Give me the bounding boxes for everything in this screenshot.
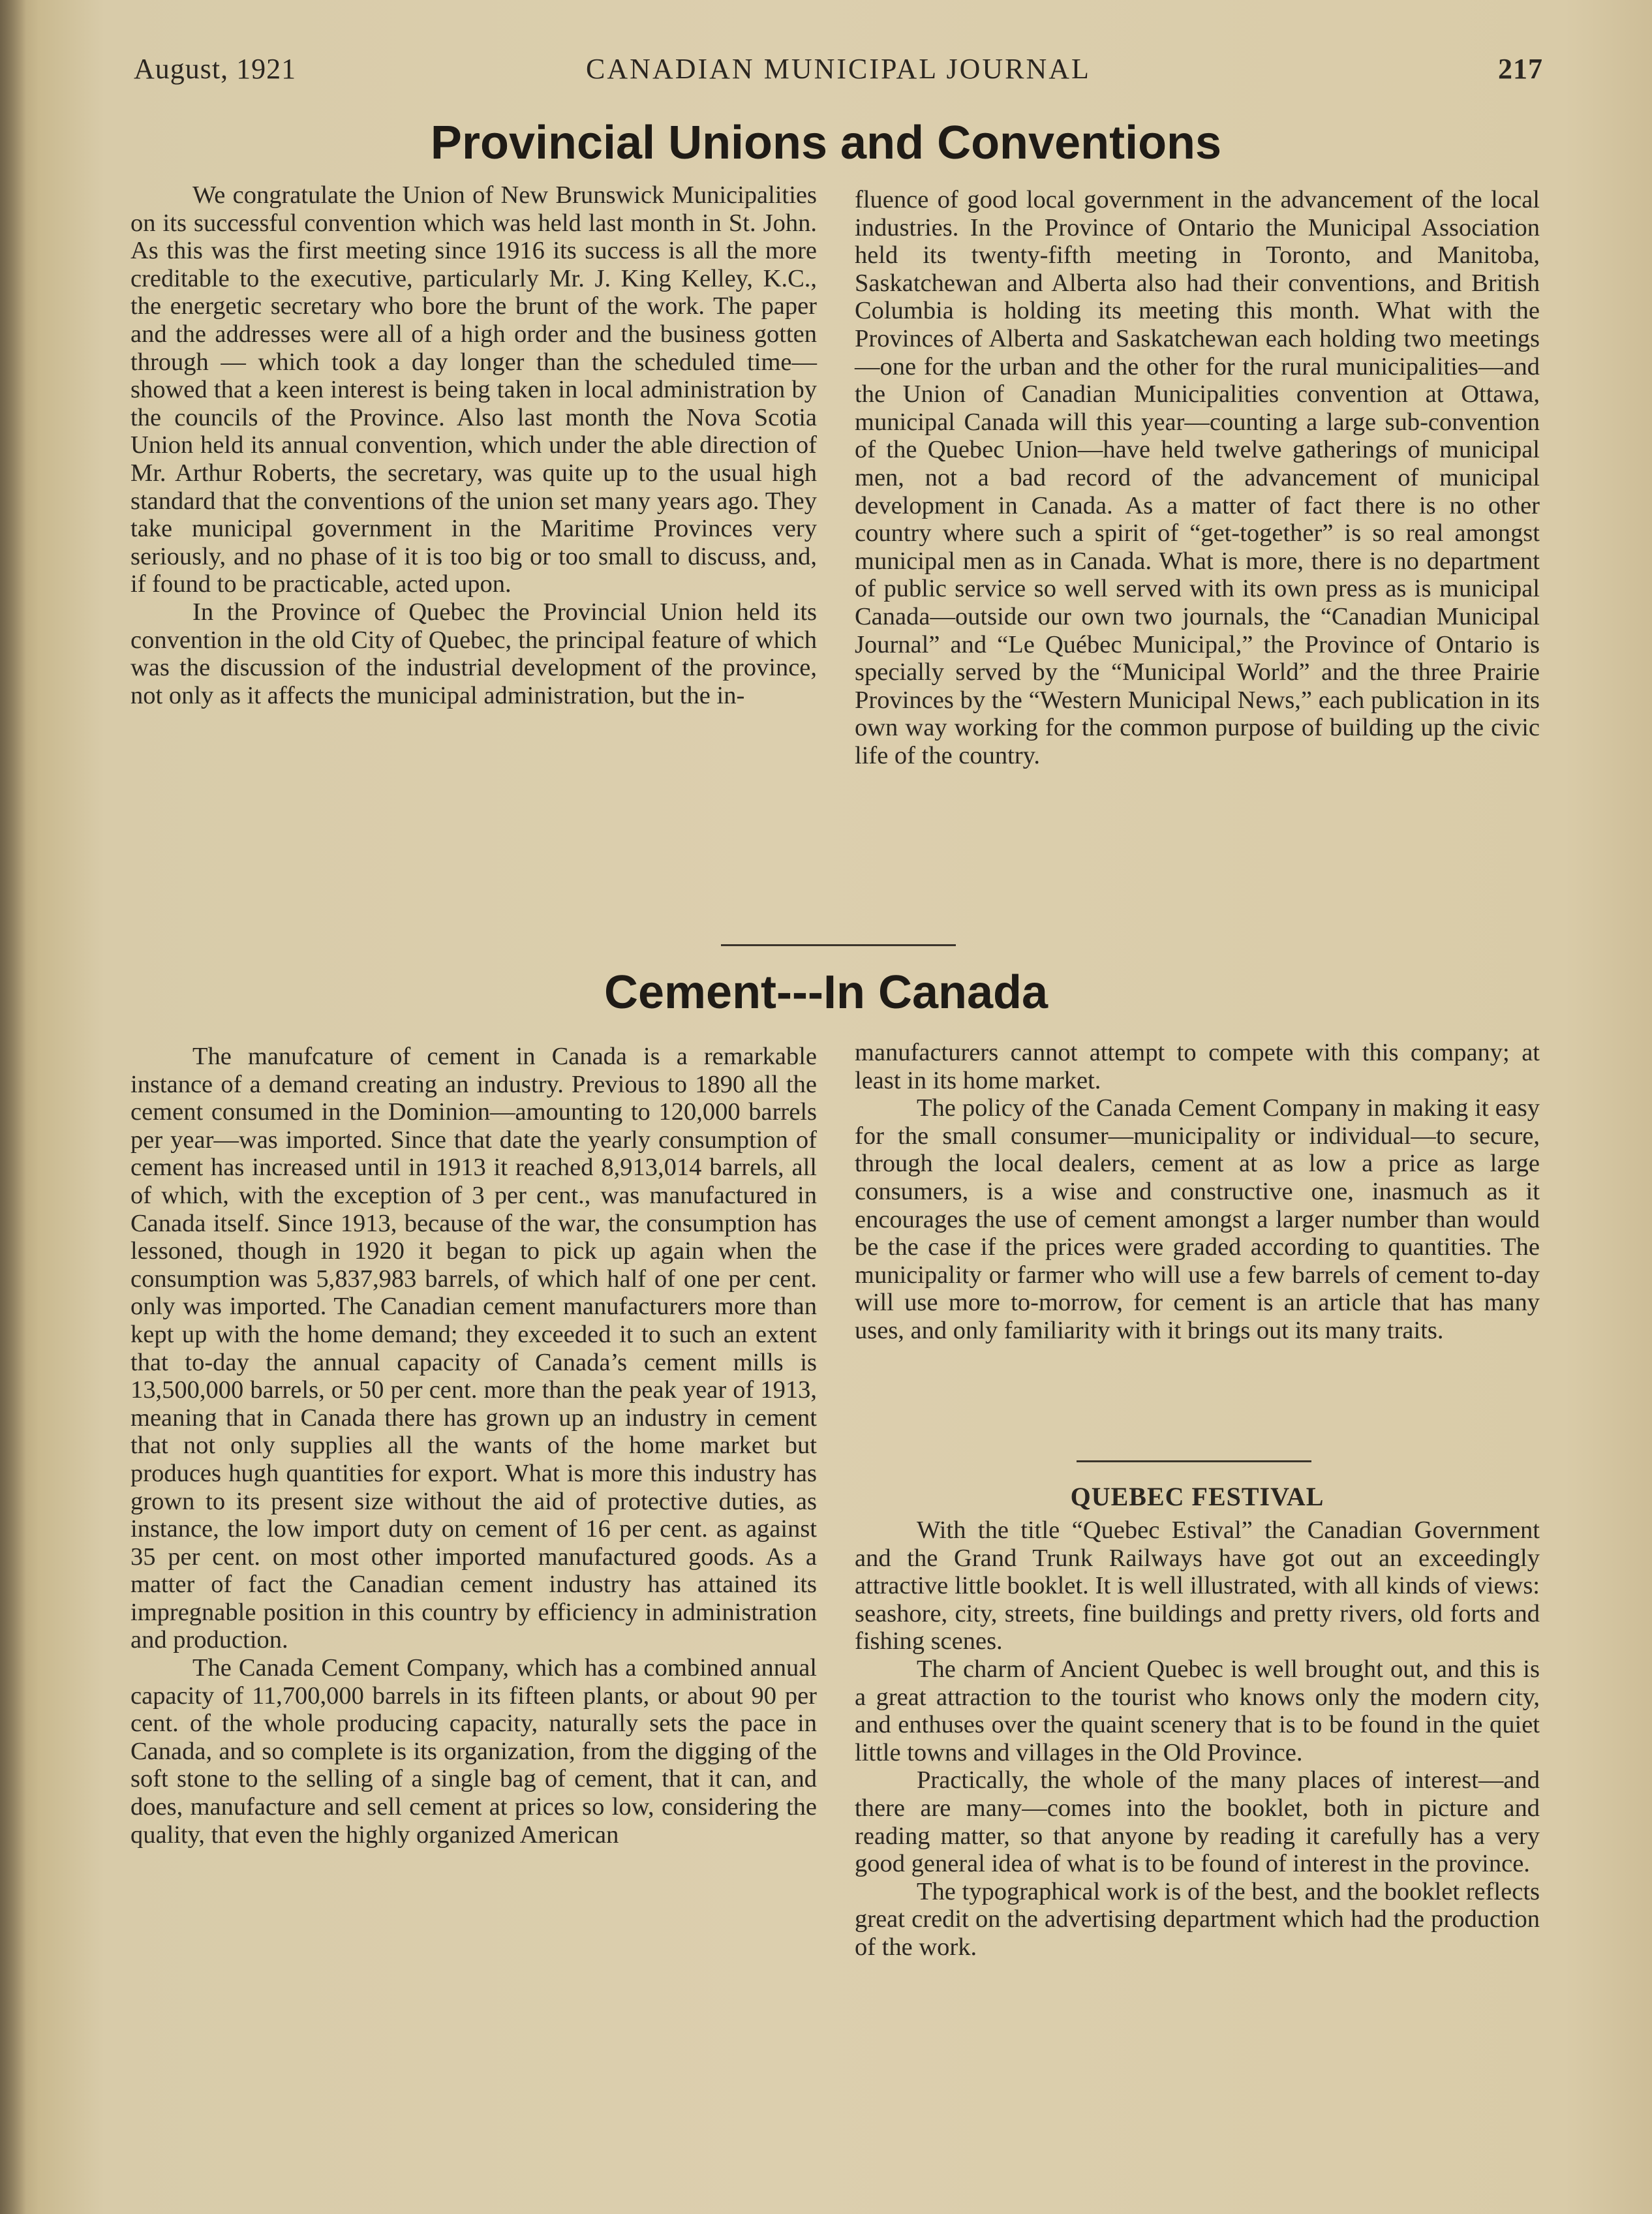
article1-paragraph: In the Province of Quebec the Provincial Union held its convention in the old City of Quebec, the principal feature of which was the discussion of the industrial development of the province, not only as it affects the municipal administration, but the in- bbox=[130, 598, 817, 709]
running-head bbox=[134, 52, 1543, 91]
article2-paragraph: The manufcature of cement in Canada is a remarkable instance of a demand creating an industry. Previous to 1890 all the cement consumed in the Dominion—amounting to 120,000 barrels per year—was imported. Since that date the yearly consumption of cement has increased until in 1913 it reached 8,913,014 barrels, all of which, with the exception of 3 per cent., was manufactured in Canada itself. Since 1913, because of the war, the consumption has lessoned, though in 1920 it began to pick up again when the consumption was 5,837,983 barrels, of which half of one per cent. only was imported. The Canadian cement manufacturers more than kept up with the home demand; they exceeded it to such an extent that to-day the annual capacity of Canada’s cement mills is 13,500,000 barrels, or 50 per cent. more than the peak year of 1913, meaning that in Canada there has grown up an industry in cement that not only supplies all the wants of the home market but produces hugh quantities for export. What is more this industry has grown to its present size without the aid of protective duties, as instance, the low import duty on cement of 16 per cent. as against 35 per cent. on most other imported manufactured goods. As a matter of fact the Canadian cement industry has attained its impregnable position in this country by efficiency in administration and production. bbox=[130, 1043, 817, 1654]
journal-title: CANADIAN MUNICIPAL JOURNAL bbox=[586, 53, 1091, 85]
article1-paragraph: We congratulate the Union of New Brunswick Municipalities on its successful convention which was held last month in St. John. As this was the first meeting since 1916 its success is all the more creditable to the executive, particularly Mr. J. King Kelley, K.C., the energetic secretary who bore the brunt of the work. The paper and the addresses were all of a high order and the business gotten through — which took a day longer than the scheduled time—showed that a keen interest is being taken in local administration by the councils of the Province. Also last month the Nova Scotia Union held its annual convention, which under the able direction of Mr. Arthur Roberts, the secretary, was quite up to the usual high standard that the conventions of the union set many years ago. They take municipal government in the Maritime Provinces very seriously, and no phase of it is too big or too small to discuss, and, if found to be practicable, acted upon. bbox=[130, 181, 817, 598]
article2-left-column bbox=[130, 1043, 817, 1849]
article3-paragraph: With the title “Quebec Estival” the Canadian Government and the Grand Trunk Railways have got out an exceedingly attractive little booklet. It is well illustrated, with all kinds of views: seashore, city, streets, fine buildings and pretty rivers, old forts and fishing scenes. bbox=[855, 1516, 1540, 1655]
article1-right-column bbox=[855, 186, 1540, 769]
article-title-quebec-festival: QUEBEC FESTIVAL bbox=[1070, 1482, 1324, 1511]
article-title-provincial-unions: Provincial Unions and Conventions bbox=[430, 117, 1222, 169]
article3-column bbox=[855, 1516, 1540, 1961]
article2-paragraph: The Canada Cement Company, which has a combined annual capacity of 11,700,000 barrels in its fifteen plants, or about 90 per cent. of the whole producing capacity, naturally sets the pace in Canada, and so complete is its organization, from the digging of the soft stone to the selling of a single bag of cement, that it can, and does, manufacture and sell cement at prices so low, considering the quality, that even the highly organized American bbox=[130, 1654, 817, 1849]
page-spine-shadow bbox=[0, 0, 26, 2214]
article-title-cement: Cement---In Canada bbox=[604, 966, 1048, 1019]
article1-left-column bbox=[130, 181, 817, 709]
issue-date: August, 1921 bbox=[134, 53, 297, 85]
article3-paragraph: The typographical work is of the best, and the booklet reflects great credit on the advertising department which had the production of the work. bbox=[855, 1877, 1540, 1961]
section-divider bbox=[1077, 1460, 1311, 1462]
article2-right-column bbox=[855, 1039, 1540, 1345]
article3-paragraph: Practically, the whole of the many places of interest—and there are many—comes into the booklet, both in picture and reading matter, so that anyone by reading it carefully has a very good general idea of what is to be found of interest in the province. bbox=[855, 1766, 1540, 1878]
article1-paragraph: fluence of good local government in the advancement of the local industries. In the Province of Ontario the Municipal Association held its twenty-fifth meeting in Toronto, and Manitoba, Saskatchewan and Alberta also had their conventions, and British Columbia is holding its meeting this month. What with the Provinces of Alberta and Saskatchewan each holding two meetings—one for the urban and the other for the rural municipalities—and the Union of Canadian Municipalities convention at Ottawa, municipal Canada will this year—counting a large sub-convention of the Quebec Union—have held twelve gatherings of municipal men, not a bad record of the advancement of municipal development in Canada. As a matter of fact there is no other country where such a spirit of “get-together” is so real amongst municipal men as in Canada. What is more, there is no department of public service so well served with its own press as is municipal Canada—outside our own two journals, the “Canadian Municipal Journal” and “Le Québec Municipal,” the Province of Ontario is specially served by the “Municipal World” and the three Prairie Provinces by the “Western Municipal News,” each publication in its own way working for the common purpose of building up the civic life of the country. bbox=[855, 186, 1540, 769]
article2-paragraph: manufacturers cannot attempt to compete with this company; at least in its home market. bbox=[855, 1039, 1540, 1094]
article2-paragraph: The policy of the Canada Cement Company in making it easy for the small consumer—municipality or individual—to secure, through the local dealers, cement at as low a price as large consumers, is a wise and constructive one, inasmuch as it encourages the use of cement amongst a larger number than would be the case if the prices were graded according to quantities. The municipality or farmer who will use a few barrels of cement to-day will use more to-morrow, for cement is an article that has many uses, and only familiarity with it brings out its many traits. bbox=[855, 1094, 1540, 1344]
page-number: 217 bbox=[1498, 53, 1543, 85]
section-divider bbox=[721, 944, 956, 946]
article3-paragraph: The charm of Ancient Quebec is well brought out, and this is a great attraction to the tourist who knows only the modern city, and enthuses over the quaint scenery that is to be found in the quiet little towns and villages in the Old Province. bbox=[855, 1655, 1540, 1766]
